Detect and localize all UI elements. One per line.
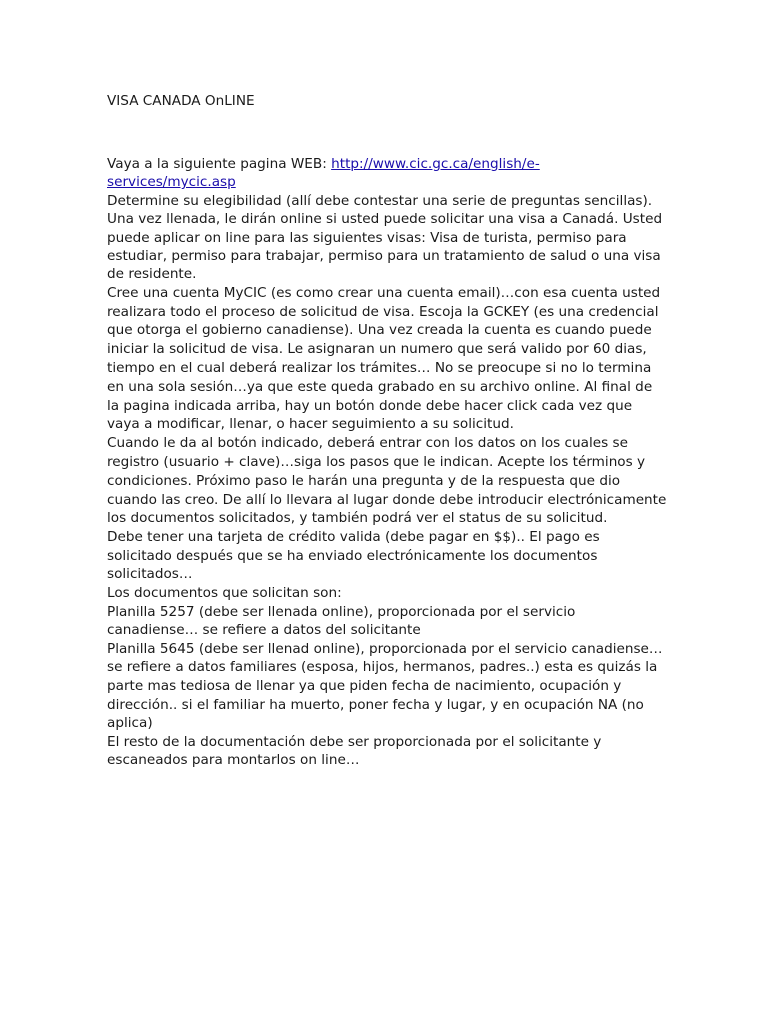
documents-intro-paragraph: Los documentos que solicitan son: [107, 584, 342, 601]
intro-paragraph [107, 155, 667, 192]
mycic-account-paragraph: Cree una cuenta MyCIC (es como crear una cuenta email)…con esa cuenta usted realizara todo el proceso de solicitud de visa. Escoja la GCKEY (es una credencial que otorga el gobierno canadiense). Una vez creada la cuenta es cuando puede iniciar la solicitud de visa. Le asignaran un numero que será valido por 60 dias, tiempo en el cual deberá realizar los trámites… No se preocupe si no lo termina en una sola sesión…ya que este queda grabado en su archivo online. Al final de la pagina indicada arriba, hay un botón donde debe hacer click cada vez que vaya a modificar, llenar, o hacer seguimiento a su solicitud. [107, 284, 661, 433]
remaining-docs-paragraph: El resto de la documentación debe ser proporcionada por el solicitante y escaneados para montarlos on line… [107, 733, 602, 769]
eligibility-paragraph: Determine su elegibilidad (allí debe contestar una serie de preguntas sencillas). Una vez llenada, le dirán online si usted puede solicitar una visa a Canadá. Usted puede aplicar on line para las siguientes visas: Visa de turista, permiso para estudiar, permiso para trabajar, permiso para un tratamiento de salud o una visa de residente. [107, 192, 663, 283]
cic-link-line1: http://www.cic.gc.ca/english/e- [331, 155, 540, 172]
login-steps-paragraph: Cuando le da al botón indicado, deberá entrar con los datos on los cuales se registro (usuario + clave)…siga los pasos que le indican. Acepte los términos y condiciones. Próximo paso le harán una pregunta y de la respuesta que dio cuando las creo. De allí lo llevara al lugar donde debe introducir electrónicamente los documentos solicitados, y también podrá ver el status de su solicitud. [107, 435, 667, 527]
document-title: VISA CANADA OnLINE [107, 93, 255, 109]
payment-paragraph: Debe tener una tarjeta de crédito valida (debe pagar en $$).. El pago es solicitado después que se ha enviado electrónicamente los documentos solicitados… [107, 529, 600, 583]
cic-link-line2: services/mycic.asp [107, 174, 236, 191]
document-page [107, 92, 667, 770]
intro-text: Vaya a la siguiente pagina WEB: [107, 155, 332, 172]
form-5257-paragraph: Planilla 5257 (debe ser llenada online), proporcionada por el servicio canadiense… se refiere a datos del solicitante [107, 603, 576, 639]
form-5645-paragraph: Planilla 5645 (debe ser llenad online), proporcionada por el servicio canadiense…se refiere a datos familiares (esposa, hijos, hermanos, padres..) esta es quizás la parte mas tediosa de llenar ya que piden fecha de nacimiento, ocupación y dirección.. si el familiar ha muerto, poner fecha y lugar, y en ocupación NA (no aplica) [107, 640, 663, 732]
